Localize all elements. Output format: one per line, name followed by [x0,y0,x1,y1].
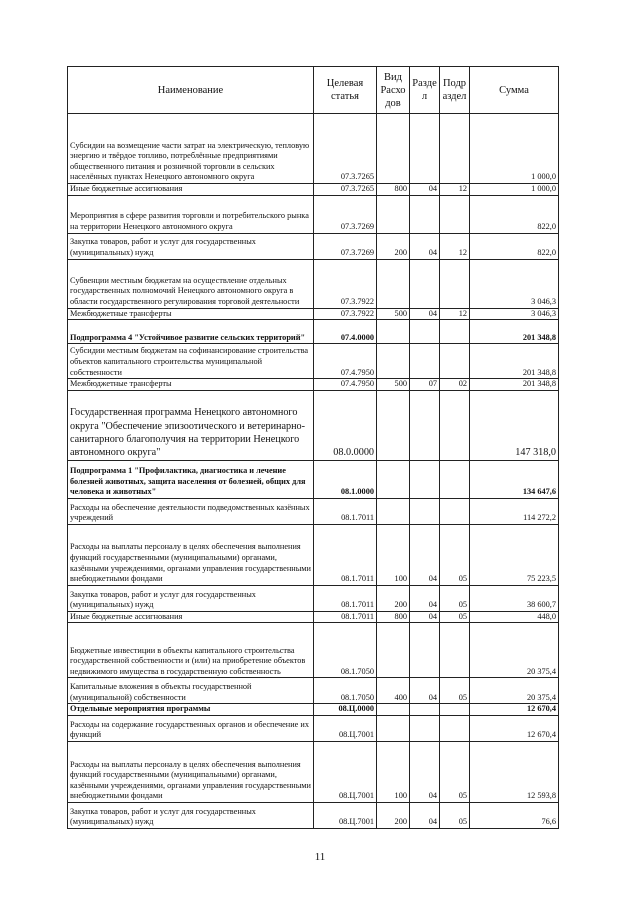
row-subsection: 12 [440,308,470,320]
row-target-article: 07.3.7922 [314,308,377,320]
row-subsection [440,114,470,184]
row-expense-kind [377,344,410,379]
row-sum: 12 670,4 [470,715,559,741]
row-sum: 3 046,3 [470,308,559,320]
header-name: Наименование [68,67,314,114]
row-sum: 12 593,8 [470,741,559,802]
row-section [410,623,440,678]
row-subsection: 05 [440,611,470,623]
table-row [68,460,559,498]
row-expense-kind [377,498,410,524]
row-section: 04 [410,585,440,611]
row-section [410,320,440,344]
row-expense-kind [377,715,410,741]
row-name: Закупка товаров, работ и услуг для государственных (муниципальных) нужд [68,233,314,259]
row-name: Субвенции местным бюджетам на осуществление отдельных государственных полномочий Ненецкого автономного округа в области государственного регулирования торговой деятельности [68,259,314,308]
row-sum: 20 375,4 [470,623,559,678]
row-expense-kind: 800 [377,611,410,623]
row-section: 04 [410,233,440,259]
row-target-article: 08.Ц.0000 [314,704,377,716]
budget-table [67,66,559,829]
row-sum: 134 647,6 [470,460,559,498]
table-row [68,802,559,828]
row-subsection: 05 [440,741,470,802]
row-section: 04 [410,678,440,704]
row-sum: 822,0 [470,233,559,259]
row-name: Подпрограмма 1 "Профилактика, диагностика и лечение болезней животных, защита населения от болезней, общих для человека и животных" [68,460,314,498]
table-row [68,390,559,460]
row-target-article: 08.1.7011 [314,498,377,524]
row-target-article: 07.4.0000 [314,320,377,344]
table-header-row [68,67,559,114]
table-row [68,114,559,184]
row-target-article: 07.3.7265 [314,114,377,184]
row-name: Расходы на обеспечение деятельности подведомственных казённых учреждений [68,498,314,524]
row-expense-kind: 200 [377,233,410,259]
header-subsection: Подр аздел [440,67,470,114]
row-expense-kind: 800 [377,184,410,196]
row-subsection: 05 [440,802,470,828]
row-subsection [440,498,470,524]
row-target-article: 08.0.0000 [314,390,377,460]
row-sum: 114 272,2 [470,498,559,524]
header-target-article: Целевая статья [314,67,377,114]
row-section: 04 [410,184,440,196]
row-section: 04 [410,802,440,828]
row-name: Иные бюджетные ассигнования [68,184,314,196]
row-expense-kind: 200 [377,802,410,828]
row-name: Расходы на выплаты персоналу в целях обеспечения выполнения функций государственными (муниципальными) органами, казёнными учреждениями, органами управления государственными внебюджетными фондами [68,524,314,585]
row-section: 04 [410,611,440,623]
row-target-article: 07.4.7950 [314,379,377,391]
header-expense-kind: Вид Расхо дов [377,67,410,114]
row-sum: 1 000,0 [470,184,559,196]
row-sum: 147 318,0 [470,390,559,460]
row-name: Расходы на выплаты персоналу в целях обеспечения выполнения функций государственными (муниципальными) органами, казёнными учреждениями, органами управления государственными внебюджетными фондами [68,741,314,802]
table-row [68,308,559,320]
row-sum: 1 000,0 [470,114,559,184]
row-subsection: 12 [440,184,470,196]
row-name: Субсидии местным бюджетам на софинансирование строительства объектов капитального строительства муниципальной собственности [68,344,314,379]
row-name: Подпрограмма 4 "Устойчивое развитие сельских территорий" [68,320,314,344]
row-section [410,715,440,741]
row-sum: 201 348,8 [470,344,559,379]
row-subsection [440,704,470,716]
row-sum: 38 600,7 [470,585,559,611]
row-subsection [440,390,470,460]
row-section: 04 [410,308,440,320]
row-expense-kind [377,390,410,460]
table-row [68,715,559,741]
row-expense-kind [377,623,410,678]
row-expense-kind [377,460,410,498]
row-name: Государственная программа Ненецкого автономного округа "Обеспечение эпизоотического и ветеринарно-санитарного благополучия на территории Ненецкого автономного округа" [68,390,314,460]
row-expense-kind: 500 [377,379,410,391]
table-row [68,320,559,344]
row-target-article: 08.1.0000 [314,460,377,498]
header-sum: Сумма [470,67,559,114]
row-sum: 448,0 [470,611,559,623]
table-row [68,611,559,623]
row-target-article: 08.1.7050 [314,623,377,678]
row-subsection [440,259,470,308]
table-row [68,233,559,259]
row-expense-kind: 200 [377,585,410,611]
row-sum: 75 223,5 [470,524,559,585]
row-name: Иные бюджетные ассигнования [68,611,314,623]
row-section: 07 [410,379,440,391]
row-expense-kind: 400 [377,678,410,704]
row-expense-kind [377,320,410,344]
budget-table-sheet [67,66,558,829]
row-subsection [440,344,470,379]
row-name: Межбюджетные трансферты [68,379,314,391]
table-row [68,344,559,379]
table-row [68,678,559,704]
table-row [68,585,559,611]
row-section [410,344,440,379]
table-row [68,704,559,716]
row-section [410,498,440,524]
row-name: Межбюджетные трансферты [68,308,314,320]
table-row [68,259,559,308]
table-row [68,524,559,585]
table-row [68,741,559,802]
row-section [410,704,440,716]
page-number: 11 [314,851,326,863]
row-subsection [440,320,470,344]
row-name: Бюджетные инвестиции в объекты капитального строительства государственной собственности и (или) на приобретение объектов недвижимого имущества в государственную собственность [68,623,314,678]
row-expense-kind: 500 [377,308,410,320]
row-subsection [440,715,470,741]
row-name: Капитальные вложения в объекты государственной (муниципальной) собственности [68,678,314,704]
row-target-article: 08.Ц.7001 [314,715,377,741]
header-section: Разде л [410,67,440,114]
row-name: Отдельные мероприятия программы [68,704,314,716]
row-section [410,259,440,308]
row-section: 04 [410,741,440,802]
table-row [68,498,559,524]
row-name: Расходы на содержание государственных органов и обеспечение их функций [68,715,314,741]
row-target-article: 07.4.7950 [314,344,377,379]
table-row [68,195,559,233]
row-target-article: 08.1.7011 [314,585,377,611]
row-name: Субсидии на возмещение части затрат на электрическую, тепловую энергию и твёрдое топливо, потреблённые предприятиями общественного питания и розничной торговли в сельских населённых пунктах Ненецкого автономного округа [68,114,314,184]
row-subsection: 05 [440,524,470,585]
row-sum: 822,0 [470,195,559,233]
row-expense-kind: 100 [377,524,410,585]
table-row [68,623,559,678]
row-subsection [440,460,470,498]
row-subsection: 12 [440,233,470,259]
row-subsection: 05 [440,585,470,611]
row-name: Закупка товаров, работ и услуг для государственных (муниципальных) нужд [68,585,314,611]
table-row [68,184,559,196]
row-section: 04 [410,524,440,585]
row-expense-kind [377,114,410,184]
row-target-article: 07.3.7265 [314,184,377,196]
row-target-article: 08.Ц.7001 [314,802,377,828]
row-expense-kind [377,195,410,233]
row-subsection [440,195,470,233]
row-section [410,114,440,184]
row-subsection: 05 [440,678,470,704]
table-body [68,114,559,829]
row-sum: 20 375,4 [470,678,559,704]
row-expense-kind [377,704,410,716]
table-row [68,379,559,391]
row-sum: 12 670,4 [470,704,559,716]
row-target-article: 07.3.7922 [314,259,377,308]
row-sum: 76,6 [470,802,559,828]
row-target-article: 08.1.7050 [314,678,377,704]
row-target-article: 08.1.7011 [314,524,377,585]
row-target-article: 08.1.7011 [314,611,377,623]
row-sum: 3 046,3 [470,259,559,308]
row-target-article: 07.3.7269 [314,195,377,233]
row-name: Мероприятия в сфере развития торговли и потребительского рынка на территории Ненецкого автономного округа [68,195,314,233]
row-name: Закупка товаров, работ и услуг для государственных (муниципальных) нужд [68,802,314,828]
row-expense-kind: 100 [377,741,410,802]
row-target-article: 08.Ц.7001 [314,741,377,802]
row-sum: 201 348,8 [470,379,559,391]
row-section [410,195,440,233]
row-subsection [440,623,470,678]
row-section [410,390,440,460]
row-sum: 201 348,8 [470,320,559,344]
row-target-article: 07.3.7269 [314,233,377,259]
row-subsection: 02 [440,379,470,391]
row-section [410,460,440,498]
row-expense-kind [377,259,410,308]
